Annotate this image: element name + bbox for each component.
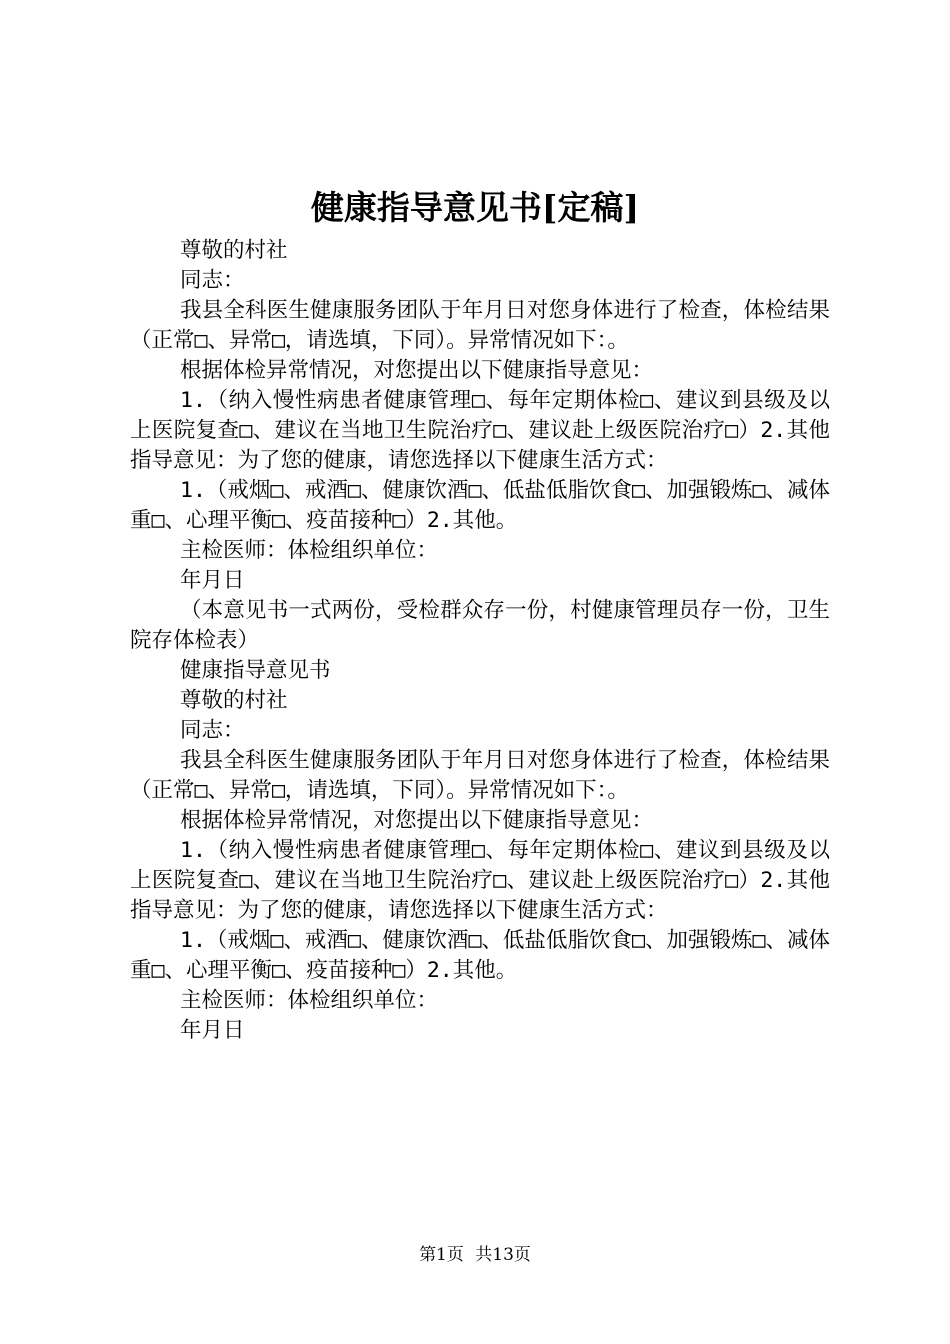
greeting-line: 尊敬的村社 [180, 238, 288, 263]
lifestyle-item-1: 1.（戒烟□、戒酒□、健康饮酒□、低盐低脂饮食□、加强锻炼□、减体重□、心理平衡□、疫苗接种□）2.其他。 [130, 478, 830, 533]
date-line: 年月日 [180, 1018, 245, 1043]
advice-item-1: 1.（纳入慢性病患者健康管理□、每年定期体检□、建议到县级及以上医院复查□、建议在当地卫生院治疗□、建议赴上级医院治疗□）2.其他指导意见：为了您的健康，请您选择以下健康生活方式： [130, 388, 830, 473]
doctor-signature-line: 主检医师：体检组织单位： [180, 538, 439, 563]
exam-result-paragraph: 我县全科医生健康服务团队于年月日对您身体进行了检查，体检结果（正常□、异常□，请选填，下同）。异常情况如下：。 [130, 748, 830, 803]
greeting-line: 尊敬的村社 [180, 688, 288, 713]
greeting-comrade: 同志： [180, 718, 245, 743]
doctor-signature-line: 主检医师：体检组织单位： [180, 988, 439, 1013]
advice-intro: 根据体检异常情况，对您提出以下健康指导意见： [180, 358, 654, 383]
lifestyle-item-1: 1.（戒烟□、戒酒□、健康饮酒□、低盐低脂饮食□、加强锻炼□、减体重□、心理平衡□、疫苗接种□）2.其他。 [130, 928, 830, 983]
copies-note: （本意见书一式两份，受检群众存一份，村健康管理员存一份，卫生院存体检表） [130, 598, 830, 653]
document-title: 健康指导意见书[定稿] [310, 188, 640, 227]
exam-result-paragraph: 我县全科医生健康服务团队于年月日对您身体进行了检查，体检结果（正常□、异常□，请选填，下同）。异常情况如下：。 [130, 298, 830, 353]
advice-item-1: 1.（纳入慢性病患者健康管理□、每年定期体检□、建议到县级及以上医院复查□、建议在当地卫生院治疗□、建议赴上级医院治疗□）2.其他指导意见：为了您的健康，请您选择以下健康生活方式： [130, 838, 830, 923]
date-line: 年月日 [180, 568, 245, 593]
page-number: 第1页 共13页 [419, 1245, 531, 1265]
second-copy-title: 健康指导意见书 [180, 658, 331, 683]
advice-intro: 根据体检异常情况，对您提出以下健康指导意见： [180, 808, 654, 833]
greeting-comrade: 同志： [180, 268, 245, 293]
document-body [130, 236, 830, 1046]
